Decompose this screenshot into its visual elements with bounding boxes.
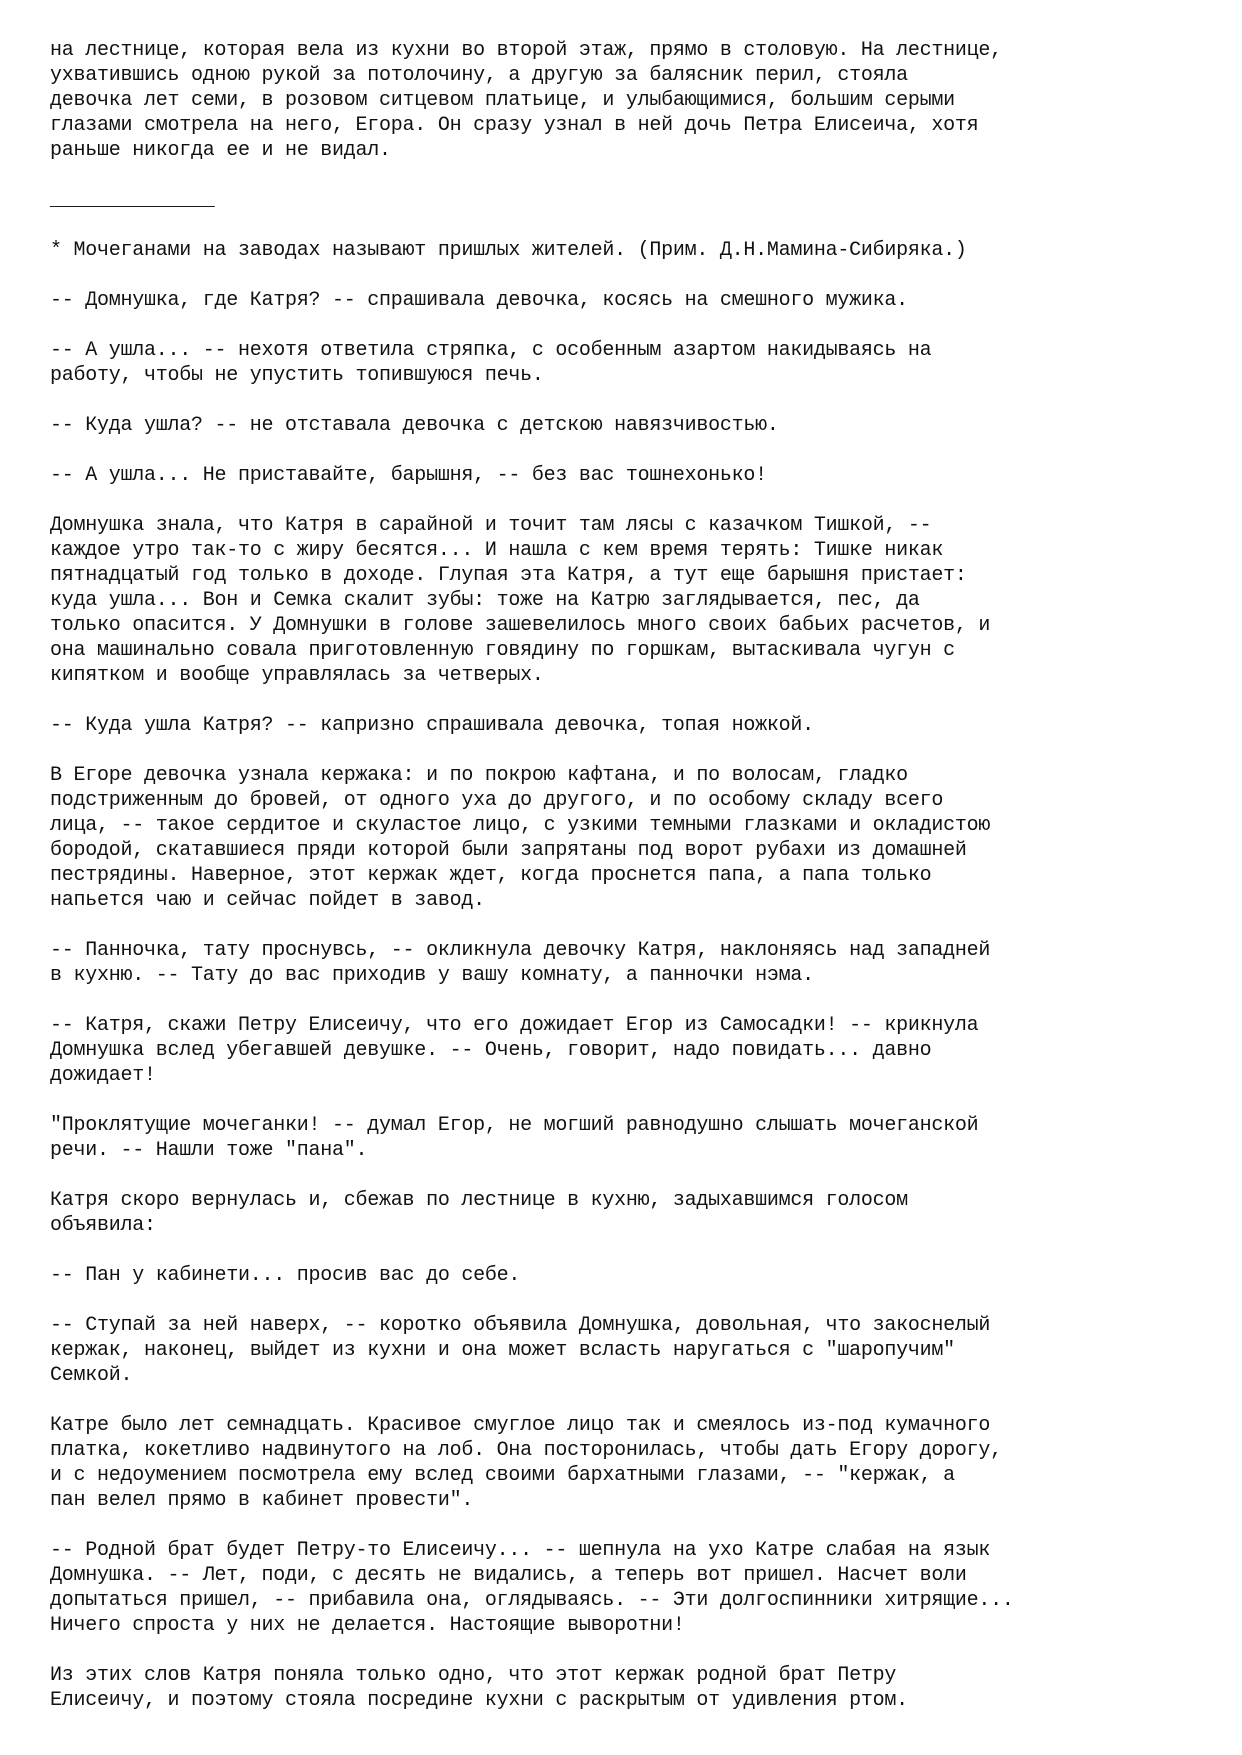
text-line: куда ушла... Вон и Семка скалит зубы: тоже на Катрю заглядывается, пес, да — [50, 589, 920, 612]
paragraph-pan-cabinet — [50, 1263, 1210, 1288]
paragraph-domnushka-knew — [50, 513, 1210, 688]
text-line: работу, чтобы не упустить топившуюся печь. — [50, 364, 544, 387]
text-line: и с недоумением посмотрела ему вслед своими бархатными глазами, -- "кержак, а — [50, 1464, 955, 1487]
text-line: в кухню. -- Тату до вас приходив у вашу комнату, а панночки нэма. — [50, 964, 814, 987]
paragraph-kerzhak — [50, 763, 1210, 913]
text-line: только опасится. У Домнушки в голове зашевелилось много своих бабьих расчетов, и — [50, 614, 991, 637]
paragraph-where-katrya — [50, 288, 1210, 313]
paragraph-spacer — [50, 1238, 1210, 1263]
paragraph-spacer — [50, 913, 1210, 938]
text-line: Семкой. — [50, 1364, 133, 1387]
text-line: кипятком и вообще управлялась за четверых. — [50, 664, 544, 687]
text-line: платка, кокетливо надвинутого на лоб. Она посторонилась, чтобы дать Егору дорогу, — [50, 1439, 1002, 1462]
text-line: пестрядины. Наверное, этот кержак ждет, когда проснется папа, а папа только — [50, 864, 932, 887]
blank-line — [50, 163, 1210, 188]
paragraph-spacer — [50, 1163, 1210, 1188]
text-line: дожидает! — [50, 1064, 156, 1087]
paragraph-spacer — [50, 1088, 1210, 1113]
text-line: бородой, скатавшиеся пряди которой были запрятаны под ворот рубахи из домашней — [50, 839, 967, 862]
paragraph-brother — [50, 1538, 1210, 1638]
text-line: Домнушка знала, что Катря в сарайной и точит там лясы с казачком Тишкой, -- — [50, 514, 932, 537]
text-line: она машинально совала приготовленную говядину по горшкам, вытаскивала чугун с — [50, 639, 955, 662]
paragraph-pannochka — [50, 938, 1210, 988]
text-line: Катре было лет семнадцать. Красивое смуглое лицо так и смеялось из-под кумачного — [50, 1414, 991, 1437]
text-line: напьется чаю и сейчас пойдет в завод. — [50, 889, 485, 912]
text-line: подстриженным до бровей, от одного уха до другого, и по особому складу всего — [50, 789, 944, 812]
paragraph-she-left — [50, 338, 1210, 388]
text-line: -- Катря, скажи Петру Елисеичу, что его дожидает Егор из Самосадки! -- крикнула — [50, 1014, 979, 1037]
paragraph-spacer — [50, 313, 1210, 338]
document-page — [50, 38, 1210, 1713]
text-line: Из этих слов Катря поняла только одно, что этот кержак родной брат Петру — [50, 1664, 897, 1687]
paragraph-tell-petr — [50, 1013, 1210, 1088]
text-line: -- Куда ушла? -- не отставала девочка с детскою навязчивостью. — [50, 414, 779, 437]
paragraph-cursed — [50, 1113, 1210, 1163]
text-line: * Мочеганами на заводах называют пришлых жителей. (Прим. Д.Н.Мамина-Сибиряка.) — [50, 239, 967, 262]
paragraph-go-upstairs — [50, 1313, 1210, 1388]
text-line: лица, -- такое сердитое и скуластое лицо, с узкими темными глазками и окладистою — [50, 814, 991, 837]
paragraph-katrya-returned — [50, 1188, 1210, 1238]
paragraph-spacer — [50, 1288, 1210, 1313]
paragraph-spacer — [50, 688, 1210, 713]
text-line: пятнадцатый год только в доходе. Глупая эта Катря, а тут еще барышня пристает: — [50, 564, 967, 587]
paragraph-spacer — [50, 988, 1210, 1013]
text-line: объявила: — [50, 1214, 156, 1237]
text-line: глазами смотрела на него, Егора. Он сразу узнал в ней дочь Петра Елисеича, хотя — [50, 114, 979, 137]
text-line: раньше никогда ее и не видал. — [50, 139, 391, 162]
text-line: Домнушка вслед убегавшей девушке. -- Очень, говорит, надо повидать... давно — [50, 1039, 932, 1062]
paragraph-spacer — [50, 1388, 1210, 1413]
text-line: Ничего спроста у них не делается. Настоящие выворотни! — [50, 1614, 685, 1637]
text-line: -- А ушла... -- нехотя ответила стряпка, с особенным азартом накидываясь на — [50, 339, 932, 362]
text-line: -- Домнушка, где Катря? -- спрашивала девочка, косясь на смешного мужика. — [50, 289, 908, 312]
paragraph-spacer — [50, 213, 1210, 238]
text-line: Катря скоро вернулась и, сбежав по лестнице в кухню, задыхавшимся голосом — [50, 1189, 908, 1212]
paragraph-where-went — [50, 413, 1210, 438]
paragraph-spacer — [50, 488, 1210, 513]
text-line: -- Куда ушла Катря? -- капризно спрашивала девочка, топая ножкой. — [50, 714, 814, 737]
paragraph-spacer — [50, 1513, 1210, 1538]
paragraph-spacer — [50, 438, 1210, 463]
paragraph-spacer — [50, 388, 1210, 413]
text-line: Елисеичу, и поэтому стояла посредине кухни с раскрытым от удивления ртом. — [50, 1689, 908, 1712]
text-line: речи. -- Нашли тоже "пана". — [50, 1139, 368, 1162]
paragraph-spacer — [50, 738, 1210, 763]
text-line: ухватившись одною рукой за потолочину, а другую за балясник перил, стояла — [50, 64, 908, 87]
text-line: Домнушка. -- Лет, поди, с десять не видались, а теперь вот пришел. Насчет воли — [50, 1564, 967, 1587]
text-line: ______________ — [50, 189, 215, 212]
text-line: каждое утро так-то с жиру бесятся... И нашла с кем время терять: Тишке никак — [50, 539, 944, 562]
text-line: девочка лет семи, в розовом ситцевом платьице, и улыбающимися, большим серыми — [50, 89, 955, 112]
text-line: пан велел прямо в кабинет провести". — [50, 1489, 474, 1512]
text-line: -- Родной брат будет Петру-то Елисеичу... -- шепнула на ухо Катре слабая на язык — [50, 1539, 991, 1562]
paragraph-dont-pester — [50, 463, 1210, 488]
paragraph-staircase-girl — [50, 38, 1210, 163]
footnote — [50, 238, 1210, 263]
text-line: на лестнице, которая вела из кухни во второй этаж, прямо в столовую. На лестнице, — [50, 39, 1002, 62]
paragraph-katrya-seventeen — [50, 1413, 1210, 1513]
paragraph-spacer — [50, 263, 1210, 288]
paragraph-spacer — [50, 1638, 1210, 1663]
text-line: допытаться пришел, -- прибавила она, оглядываясь. -- Эти долгоспинники хитрящие... — [50, 1589, 1014, 1612]
text-line: кержак, наконец, выйдет из кухни и она может всласть наругаться с "шаропучим" — [50, 1339, 955, 1362]
text-line: -- Пан у кабинети... просив вас до себе. — [50, 1264, 521, 1287]
text-line: -- Панночка, тату проснувсь, -- окликнула девочку Катря, наклоняясь над западней — [50, 939, 991, 962]
text-line: "Проклятущие мочеганки! -- думал Егор, не могший равнодушно слышать мочеганской — [50, 1114, 979, 1137]
paragraph-understood — [50, 1663, 1210, 1713]
footnote-divider — [50, 188, 1210, 213]
paragraph-capricious — [50, 713, 1210, 738]
text-line: В Егоре девочка узнала кержака: и по покрою кафтана, и по волосам, гладко — [50, 764, 908, 787]
text-line: -- А ушла... Не приставайте, барышня, -- без вас тошнехонько! — [50, 464, 767, 487]
text-line: -- Ступай за ней наверх, -- коротко объявила Домнушка, довольная, что закоснелый — [50, 1314, 991, 1337]
